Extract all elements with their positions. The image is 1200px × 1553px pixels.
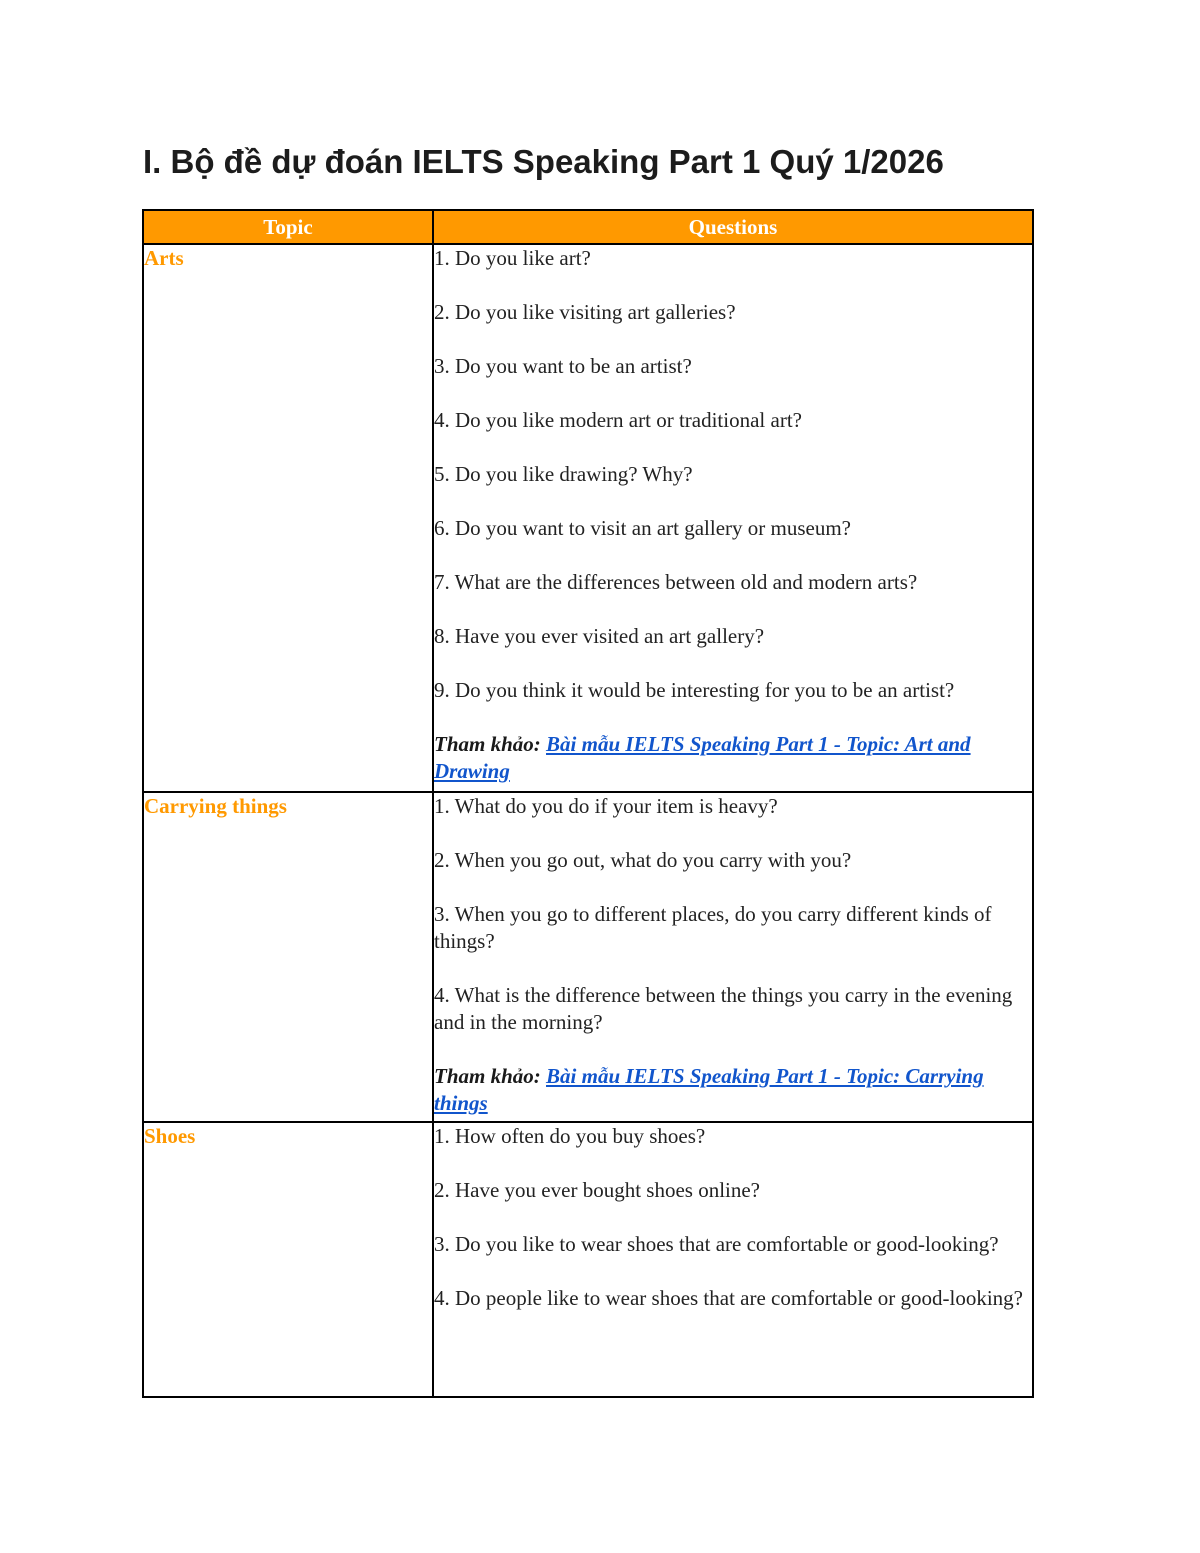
question: 2. Do you like visiting art galleries?	[434, 300, 736, 324]
question: 8. Have you ever visited an art gallery?	[434, 624, 765, 648]
reference-link-arts[interactable]: Bài mẫu IELTS Speaking Part 1 - Topic: Art and Drawing	[434, 732, 971, 783]
question: 2. Have you ever bought shoes online?	[434, 1178, 761, 1202]
reference	[434, 1063, 1032, 1117]
questions-cell	[433, 792, 1033, 1122]
question: 2. When you go out, what do you carry with you?	[434, 848, 852, 872]
header-questions: Questions	[433, 210, 1033, 244]
reference	[434, 731, 1032, 785]
table-row	[143, 792, 1033, 1122]
reference-label: Tham khảo:	[434, 1064, 541, 1088]
question: 5. Do you like drawing? Why?	[434, 462, 693, 486]
reference-link-carrying-things[interactable]: Bài mẫu IELTS Speaking Part 1 - Topic: Carrying things	[434, 1064, 984, 1115]
question: 3. Do you want to be an artist?	[434, 354, 692, 378]
question: 1. How often do you buy shoes?	[434, 1124, 706, 1148]
table-header-row	[143, 210, 1033, 244]
questions-cell	[433, 244, 1033, 792]
question: 1. Do you like art?	[434, 246, 591, 270]
topic-cell: Carrying things	[143, 792, 433, 1122]
question: 3. Do you like to wear shoes that are comfortable or good-looking?	[434, 1232, 999, 1256]
question: 9. Do you think it would be interesting for you to be an artist?	[434, 678, 955, 702]
topic-cell: Shoes	[143, 1122, 433, 1397]
question: 1. What do you do if your item is heavy?	[434, 794, 778, 818]
question: 4. Do you like modern art or traditional art?	[434, 408, 802, 432]
topic-cell: Arts	[143, 244, 433, 792]
header-topic: Topic	[143, 210, 433, 244]
question: 4. What is the difference between the things you carry in the evening and in the morning?	[434, 983, 1013, 1034]
table-row	[143, 1122, 1033, 1397]
questions-cell	[433, 1122, 1033, 1397]
question: 7. What are the differences between old and modern arts?	[434, 570, 918, 594]
table-row	[143, 244, 1033, 792]
page-title: I. Bộ đề dự đoán IELTS Speaking Part 1 Quý 1/2026	[143, 143, 944, 180]
reference-label: Tham khảo:	[434, 732, 541, 756]
question: 4. Do people like to wear shoes that are comfortable or good-looking?	[434, 1286, 1023, 1310]
topics-table	[142, 209, 1034, 1398]
question: 6. Do you want to visit an art gallery or museum?	[434, 516, 851, 540]
question: 3. When you go to different places, do you carry different kinds of things?	[434, 902, 992, 953]
